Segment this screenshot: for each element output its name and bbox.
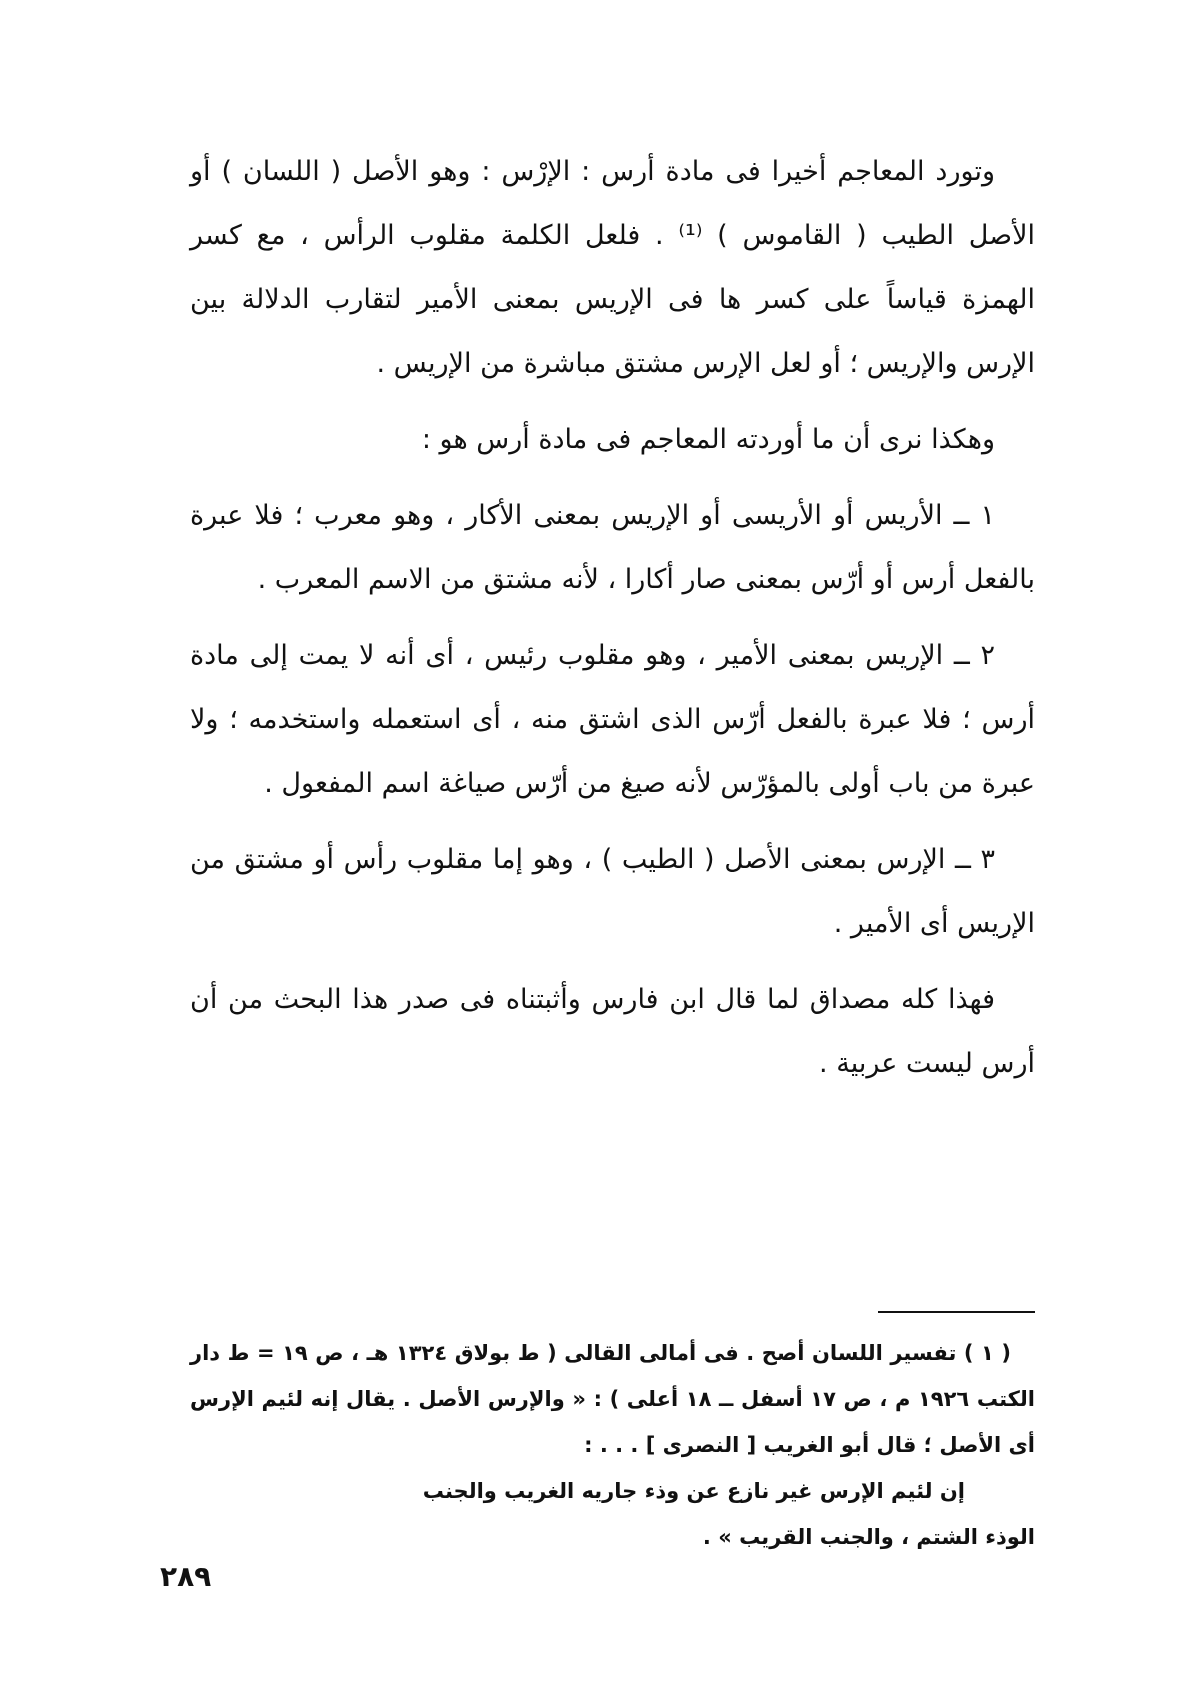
body-text bbox=[190, 140, 1035, 1096]
footnotes bbox=[190, 1330, 1035, 1560]
list-item-1: ١ ــ الأريس أو الأريسى أو الإريس بمعنى الأكار ، وهو معرب ؛ فلا عبرة بالفعل أرس أو أرّس بمعنى صار أكارا ، لأنه مشتق من الاسم المعرب . bbox=[190, 500, 1035, 595]
footnote-verse-line-2: الوذء الشتم ، والجنب القريب » . bbox=[702, 1525, 1035, 1549]
footnote-1: ( ١ ) تفسير اللسان أصح . فى أمالى القالى ( ط بولاق ١٣٢٤ هـ ، ص ١٩ = ط دار الكتب ١٩٢٦ م ، ص ١٧ أسفل ــ ١٨ أعلى ) : « والإرس الأصل . يقال إنه لئيم الإرس أى الأصل ؛ قال أبو الغريب [ النصرى ] . . . : bbox=[190, 1341, 1035, 1457]
paragraph-1: وتورد المعاجم أخيرا فى مادة أرس : الإرْس : وهو الأصل ( اللسان ) أو الأصل الطيب ( القاموس ) ⁽¹⁾ . فلعل الكلمة مقلوب الرأس ، مع كسر الهمزة قياساً على كسر ها فى الإريس بمعنى الأمير لتقارب الدلالة بين الإرس والإريس ؛ أو لعل الإرس مشتق مباشرة من الإريس . bbox=[190, 156, 1035, 379]
paragraph-conclusion: فهذا كله مصداق لما قال ابن فارس وأثبتناه فى صدر هذا البحث من أن أرس ليست عربية . bbox=[190, 984, 1035, 1079]
footnote-verse-line-1: إن لئيم الإرس غير نازع عن وذء جاريه الغريب والجنب bbox=[422, 1479, 965, 1503]
page-number: ٢٨٩ bbox=[160, 1560, 212, 1593]
list-item-2: ٢ ــ الإريس بمعنى الأمير ، وهو مقلوب رئيس ، أى أنه لا يمت إلى مادة أرس ؛ فلا عبرة بالفعل أرّس الذى اشتق منه ، أى استعمله واستخدمه ؛ ولا عبرة من باب أولى بالمؤرّس لأنه صيغ من أرّس صياغة اسم المفعول . bbox=[190, 640, 1035, 799]
paragraph-2: وهكذا نرى أن ما أوردته المعاجم فى مادة أرس هو : bbox=[421, 424, 995, 455]
footnote-divider bbox=[878, 1311, 1035, 1313]
list-item-3: ٣ ــ الإرس بمعنى الأصل ( الطيب ) ، وهو إما مقلوب رأس أو مشتق من الإريس أى الأمير . bbox=[190, 844, 1035, 939]
